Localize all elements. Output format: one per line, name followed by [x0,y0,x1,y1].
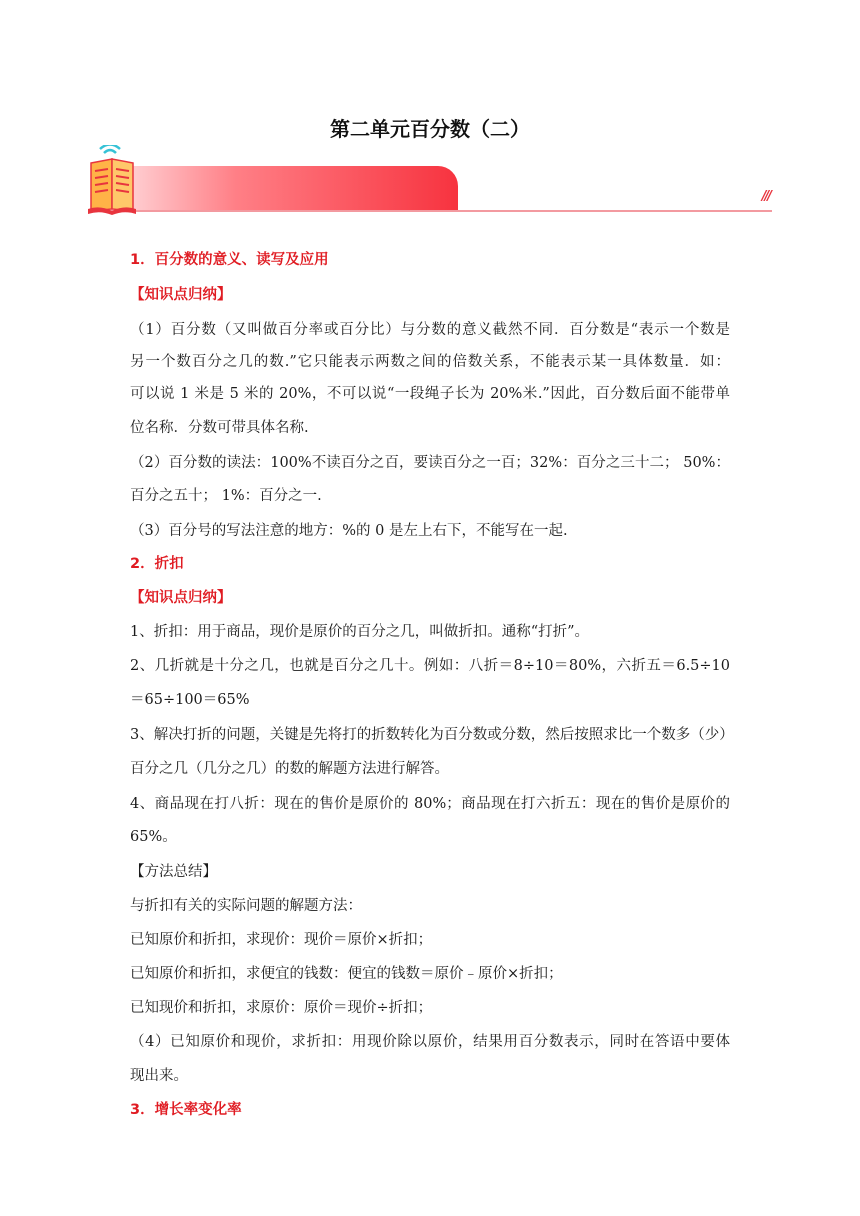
list-item: 65%。 [130,829,177,845]
list-item: 4、商品现在打八折：现在的售价是原价的 80%；商品现在打六折五：现在的售价是原价的 [130,796,730,812]
paragraph-line: 可以说 1 米是 5 米的 20%，不可以说“一段绳子长为 20%米.”因此，百分数后面不能带单 [130,386,730,402]
paragraph-line: 另一个数百分之几的数.”它只能表示两数之间的倍数关系，不能表示某一具体数量．如： [130,354,730,370]
list-item: 1、折扣：用于商品，现价是原价的百分之几，叫做折扣。通称“打折”。 [130,624,590,640]
section-tag: 【知识点归纳】 [130,590,232,606]
page-title: 第二单元百分数（二） [330,117,530,141]
book-icon [88,145,144,215]
paragraph-line: （2）百分数的读法：100%不读百分之百，要读百分之一百；32%：百分之三十二； 50%： [130,455,730,471]
list-item: 3、解决打折的问题，关键是先将打的折数转化为百分数或分数，然后按照求比一个数多（少） [130,727,734,743]
section-heading: 2．折扣 [130,556,184,572]
section-tag: 【知识点归纳】 [130,287,232,303]
method-line: 已知现价和折扣，求原价：原价＝现价÷折扣； [130,1000,433,1016]
list-item: 百分之几（几分之几）的数的解题方法进行解答。 [130,761,449,777]
method-line: 已知原价和折扣，求便宜的钱数：便宜的钱数＝原价﹣原价×折扣； [130,966,563,982]
paragraph-line: （1）百分数（又叫做百分率或百分比）与分数的意义截然不同．百分数是“表示一个数是 [130,322,730,338]
method-tag: 【方法总结】 [130,864,217,880]
section-heading: 1．百分数的意义、读写及应用 [130,252,329,268]
list-item: 2、几折就是十分之几，也就是百分之几十。例如：八折＝8÷10＝80%，六折五＝6.5÷10 [130,658,730,674]
method-line: 与折扣有关的实际问题的解题方法： [130,898,362,914]
paragraph-line: （3）百分号的写法注意的地方：%的 0 是左上右下，不能写在一起. [130,523,568,539]
method-line: 现出来。 [130,1068,188,1084]
method-line: （4）已知原价和现价，求折扣：用现价除以原价，结果用百分数表示，同时在答语中要体 [130,1034,730,1050]
method-line: 已知原价和折扣，求现价：现价＝原价×折扣； [130,932,433,948]
banner-underline [88,210,772,212]
section-banner [88,145,778,217]
banner-slashes: /// [761,189,770,204]
paragraph-line: 位名称．分数可带具体名称. [130,420,309,436]
paragraph-line: 百分之五十； 1%：百分之一. [130,488,322,504]
list-item: ＝65÷100＝65% [130,692,250,708]
section-heading: 3．增长率变化率 [130,1102,242,1118]
banner-bar [116,166,458,210]
